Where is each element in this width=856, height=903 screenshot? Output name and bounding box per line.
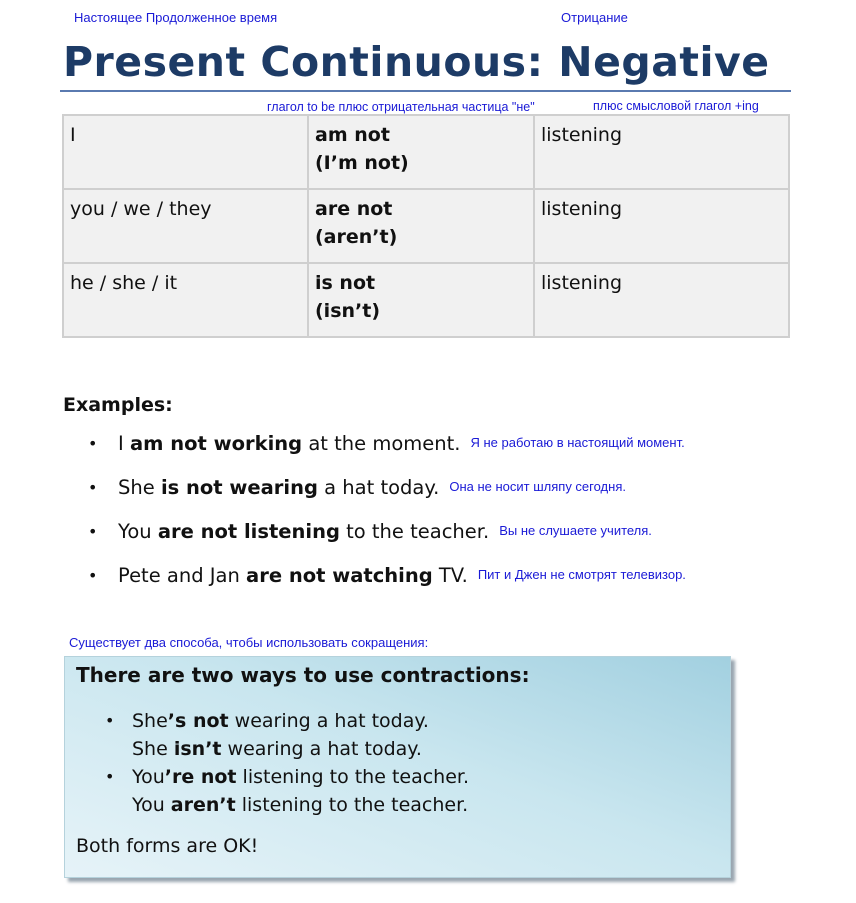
bullet-icon: • [88,522,98,541]
table-row [63,263,789,337]
line-bold: ’s not [167,710,229,732]
example-post: to the teacher. [339,520,490,543]
verb-cell: listening [534,189,789,263]
example-pre: I [118,432,130,455]
example-post: a hat today. [317,476,440,499]
list-item [80,520,686,564]
conjugation-table [62,114,790,338]
aux-full: are not [315,198,393,220]
line-pre: She [132,710,168,732]
note-ing: плюс смысловой глагол +ing [593,99,759,113]
table-row [63,115,789,189]
table-row [63,189,789,263]
page-title: Present Continuous: Negative [63,38,770,86]
aux-short: (aren’t) [315,226,398,248]
bullet-icon: • [88,566,98,585]
line-bold: ’re not [164,766,237,788]
list-item [80,432,686,476]
contractions-title: There are two ways to use contractions: [76,663,530,687]
bullet-icon: • [88,478,98,497]
example-bold: am not working [129,432,303,455]
aux-cell [308,189,534,263]
line-bold: aren’t [170,794,236,816]
title-divider [60,90,791,92]
line-pre: You [132,766,165,788]
example-translation: Вы не слушаете учителя. [499,523,652,538]
example-pre: She [118,476,161,499]
line-post: listening to the teacher. [236,766,470,788]
list-item [65,707,469,763]
verb-cell: listening [534,115,789,189]
subject-cell: you / we / they [63,189,308,263]
aux-full: is not [315,272,376,294]
aux-cell [308,115,534,189]
line-post: wearing a hat today. [221,738,422,760]
note-tense-name: Настоящее Продолженное время [74,10,278,25]
example-bold: is not wearing [160,476,318,499]
example-pre: Pete and Jan [118,564,247,587]
example-bold: are not watching [246,564,433,587]
list-item [65,763,469,819]
note-to-be: глагол to be плюс отрицательная частица "не" [267,100,535,114]
example-pre: You [118,520,158,543]
line-pre: You [132,794,171,816]
aux-short: (I’m not) [315,152,409,174]
bullet-icon: • [105,767,115,786]
aux-cell [308,263,534,337]
example-translation: Она не носит шляпу сегодня. [449,479,626,494]
list-item [80,564,686,608]
contractions-footer: Both forms are OK! [76,835,259,857]
bullet-icon: • [105,711,115,730]
example-post: TV. [432,564,468,587]
verb-cell: listening [534,263,789,337]
subject-cell: he / she / it [63,263,308,337]
example-post: at the moment. [302,432,461,455]
line-pre: She [132,738,174,760]
contractions-box [64,656,731,878]
line-post: listening to the teacher. [235,794,469,816]
note-negation: Отрицание [561,10,628,25]
line-bold: isn’t [173,738,222,760]
contractions-list [65,707,469,819]
examples-list [80,432,686,608]
example-translation: Пит и Джен не смотрят телевизор. [477,567,686,582]
note-contractions: Существует два способа, чтобы использовать сокращения: [69,635,429,650]
line-post: wearing a hat today. [228,710,429,732]
aux-full: am not [315,124,390,146]
example-translation: Я не работаю в настоящий момент. [470,435,685,450]
bullet-icon: • [88,434,98,453]
list-item [80,476,686,520]
subject-cell: I [63,115,308,189]
aux-short: (isn’t) [315,300,381,322]
example-bold: are not listening [157,520,340,543]
examples-heading: Examples: [63,394,173,416]
